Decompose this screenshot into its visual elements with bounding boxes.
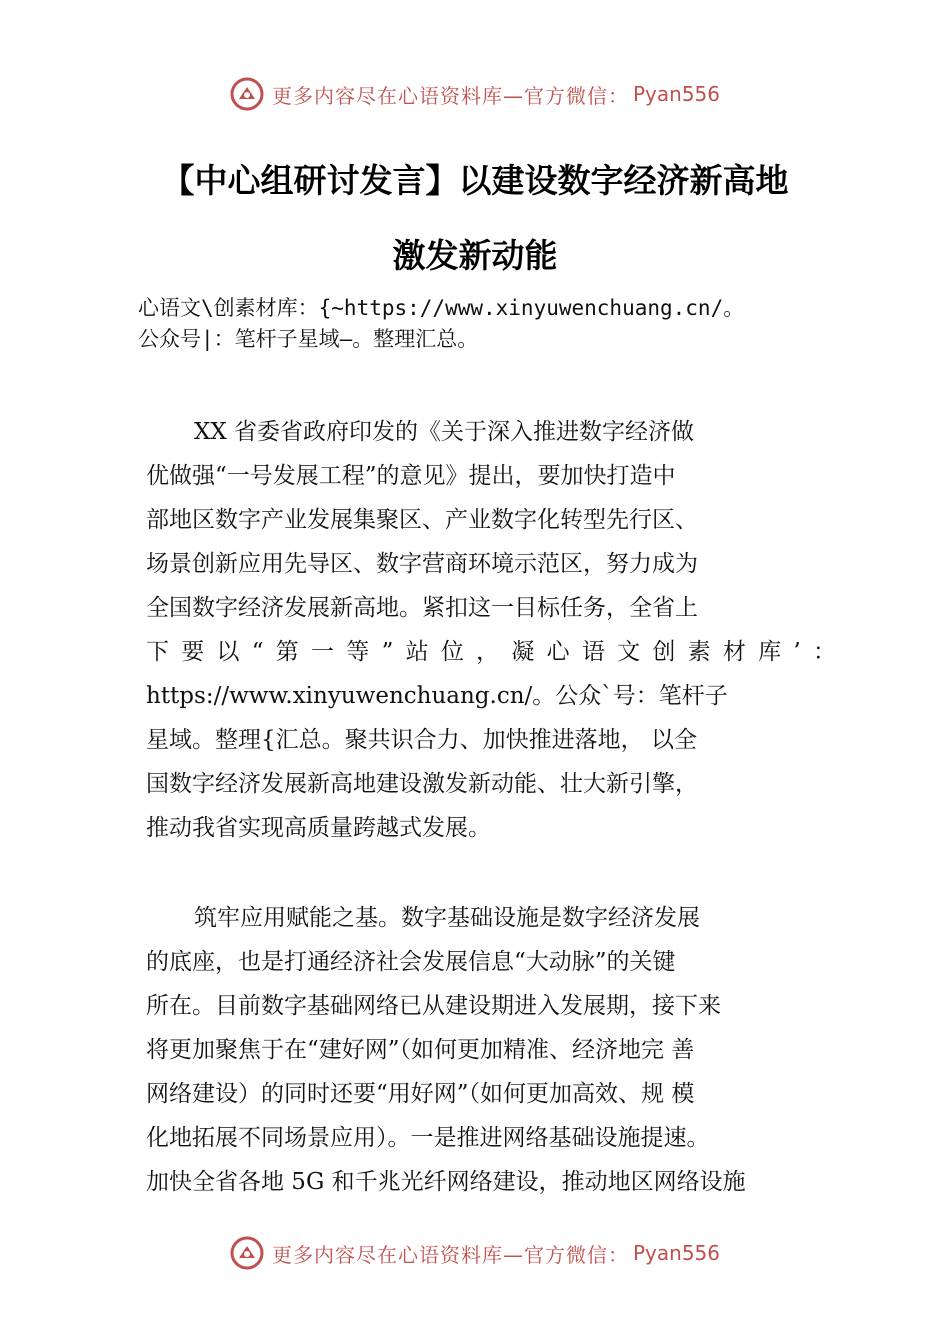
paragraph-line: 全国数字经济发展新高地。紧扣这一目标任务，全省上 xyxy=(146,595,698,621)
paragraph-line: 场景创新应用先导区、数字营商环境示范区，努力成为 xyxy=(146,551,698,577)
paragraph-line: 优做强“一号发展工程”的意见》提出，要加快打造中 xyxy=(146,463,676,489)
page-title-line-2: 激发新动能 xyxy=(392,236,558,275)
paragraph-line: 的底座，也是打通经济社会发展信息“大动脉”的关键 xyxy=(146,949,676,975)
paragraph-line: 国数字经济发展新高地建设激发新动能、壮大新引擎， xyxy=(146,771,698,797)
source-note xyxy=(138,293,838,355)
logo-icon xyxy=(230,1236,264,1270)
paragraph-line: 星域。整理{汇总。聚共识合力、加快推进落地， 以全 xyxy=(146,727,697,753)
paragraph-1 xyxy=(146,410,836,850)
paragraph-line: 推动我省实现高质量跨越式发展。 xyxy=(146,815,491,841)
banner-contact: Pyan556 xyxy=(632,1241,720,1265)
paragraph-line: 加快全省各地 5G 和千兆光纤网络建设，推动地区网络设施 xyxy=(146,1169,746,1195)
paragraph-line: 所在。目前数字基础网络已从建设期进入发展期，接下来 xyxy=(146,993,721,1019)
paragraph-line: 筑牢应用赋能之基。数字基础设施是数字经济发展 xyxy=(194,905,700,931)
footer-banner xyxy=(0,1231,950,1275)
paragraph-line: 化地拓展不同场景应用）。一是推进网络基础设施提速。 xyxy=(146,1125,710,1151)
paragraph-line: 网络建设）的同时还要“用好网”（如何更加高效、规 模 xyxy=(146,1081,695,1107)
paragraph-line: 将更加聚焦于在“建好网”（如何更加精准、经济地完 善 xyxy=(146,1037,695,1063)
source-line-2: 公众号|：笔杆子星域—。整理汇总。 xyxy=(138,327,479,351)
paragraph-line: XX 省委省政府印发的《关于深入推进数字经济做 xyxy=(194,419,695,445)
header-banner xyxy=(0,72,950,116)
paragraph-2 xyxy=(146,896,836,1204)
paragraph-line: 下要以“第一等”站位，凝心语文创素材库’： xyxy=(146,639,836,665)
source-line-1: 心语文\创素材库：{~https://www.xinyuwenchuang.cn/。 xyxy=(138,296,745,320)
paragraph-line: 部地区数字产业发展集聚区、产业数字化转型先行区、 xyxy=(146,507,698,533)
page-title-line-1: 【中心组研讨发言】以建设数字经济新高地 xyxy=(161,161,789,200)
banner-text: 更多内容尽在心语资料库—官方微信： xyxy=(271,83,629,108)
banner-contact: Pyan556 xyxy=(632,82,720,106)
logo-icon xyxy=(230,77,264,111)
paragraph-line: https://www.xinyuwenchuang.cn/。公众`号：笔杆子 xyxy=(146,683,728,709)
banner-text: 更多内容尽在心语资料库—官方微信： xyxy=(271,1242,629,1267)
